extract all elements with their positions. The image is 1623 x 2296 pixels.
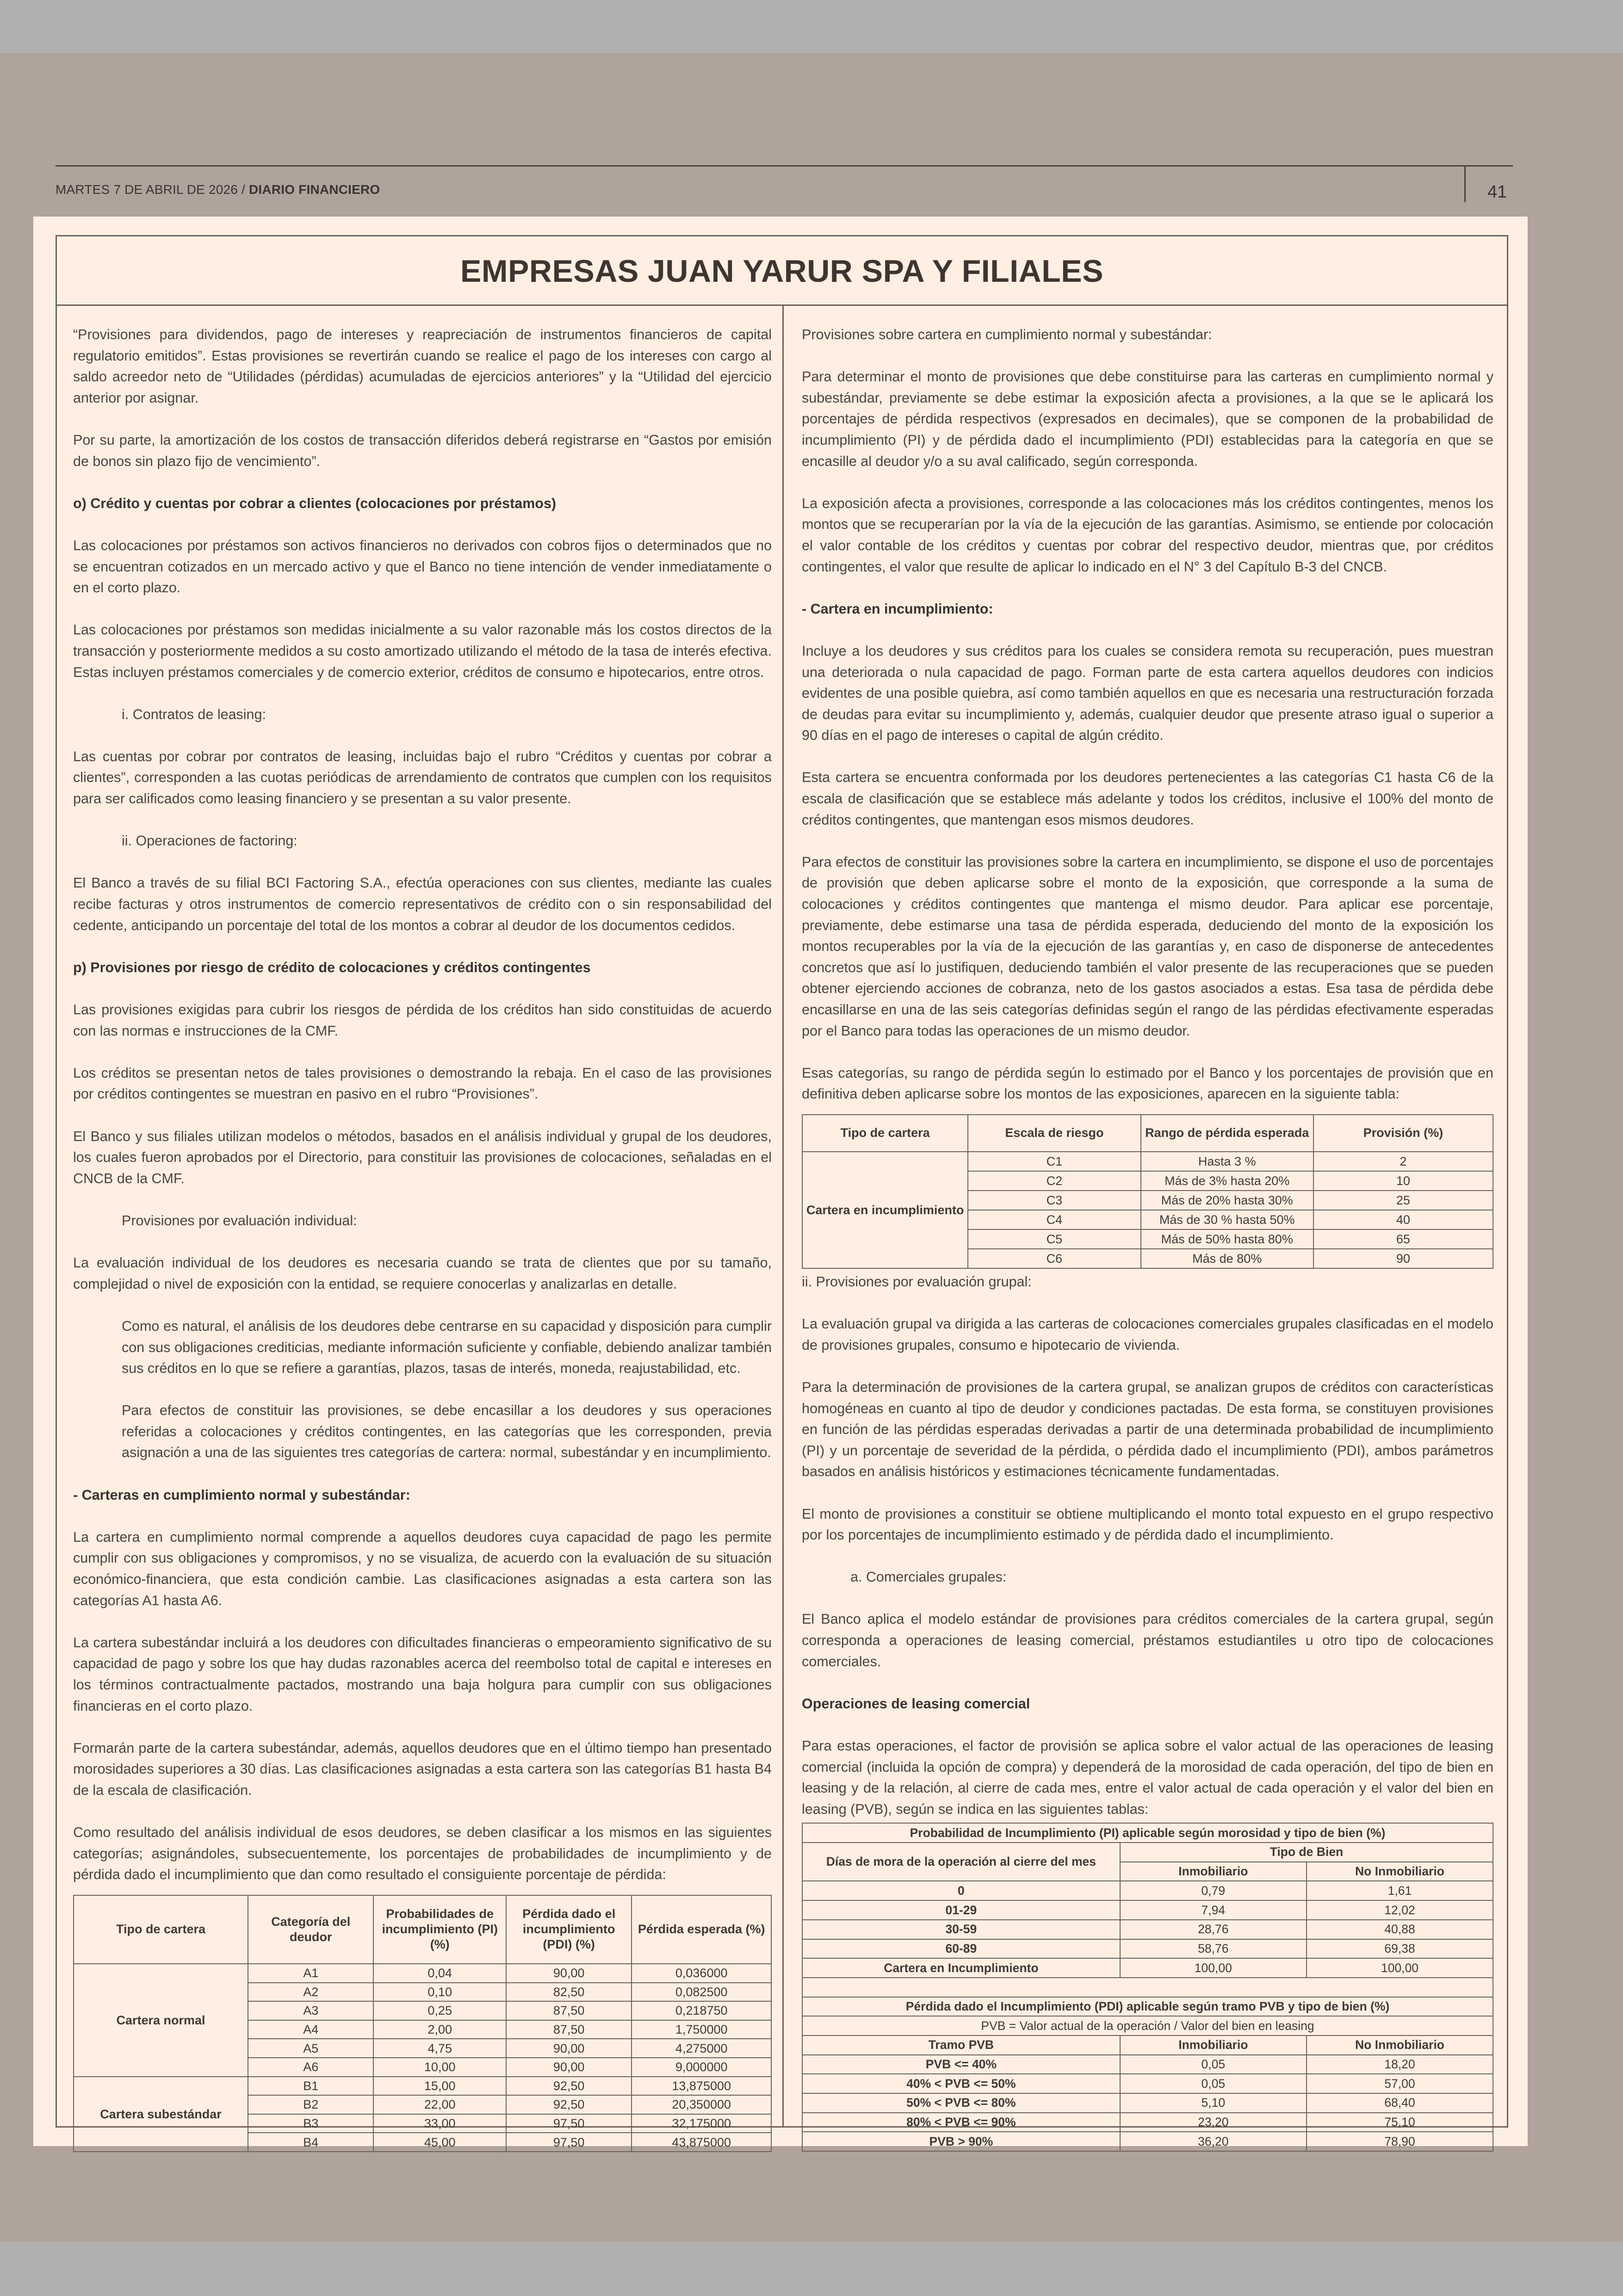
table-cell: 0,04	[373, 1964, 506, 1983]
table-cell: 23,20	[1120, 2113, 1307, 2132]
list-item-grupal: ii. Provisiones por evaluación grupal:	[802, 1273, 1032, 1290]
table-row	[802, 1900, 1493, 1920]
paragraph: Para estas operaciones, el factor de provisión se aplica sobre el valor actual de las operaciones de leasing comercial (incluida la opción de compra) y dependerá de la morosidad de cada operación, del tipo de bien en leasing y de la relación, al cierre de cada mes, entre el valor actual de cada operación y el valor del bien en leasing (PVB), según se indica en las siguientes tablas:	[802, 1738, 1493, 1817]
page-number: 41	[1487, 182, 1507, 202]
table-cell: 22,00	[373, 2095, 506, 2114]
table-cell: 82,50	[506, 1983, 632, 2002]
table-row	[802, 2074, 1493, 2093]
table-cell: Más de 20% hasta 30%	[1141, 1191, 1313, 1210]
table-header: Días de mora de la operación al cierre del mes	[802, 1843, 1120, 1881]
table-cell: B2	[248, 2095, 373, 2114]
group-cartera-normal: Cartera normal	[74, 1964, 248, 2077]
table-row	[802, 2113, 1493, 2132]
header-date: MARTES 7 DE ABRIL DE 2026 /	[56, 182, 246, 197]
table-row	[802, 2132, 1493, 2151]
paragraph: La evaluación individual de los deudores es necesaria cuando se trata de clientes que por su tamaño, complejidad o nivel de exposición con la entidad, se requiere conocerlas y analizarlas en detalle.	[73, 1255, 772, 1292]
table-cell: C4	[968, 1210, 1140, 1229]
table-header: Inmobiliario	[1120, 2035, 1307, 2055]
paragraph: Formarán parte de la cartera subestándar, además, aquellos deudores que en el último tiempo han presentado morosidades superiores a 30 días. Las clasificaciones asignadas a esta cartera son las categorías B1 hasta B4 de la escala de clasificación.	[73, 1740, 772, 1798]
table-cell: Cartera en Incumplimiento	[802, 1958, 1120, 1978]
notice-sheet	[33, 217, 1528, 2149]
table-cell: 0,082500	[632, 1983, 771, 2002]
table-row	[802, 2055, 1493, 2074]
table-cell: 7,94	[1120, 1900, 1307, 1920]
table-cell: 4,275000	[632, 2039, 771, 2058]
table-cell: PVB <= 40%	[802, 2055, 1120, 2074]
table-cell: 15,00	[373, 2077, 506, 2096]
section-heading-o: o) Crédito y cuentas por cobrar a clientes (colocaciones por préstamos)	[73, 495, 557, 511]
table-cell: 100,00	[1120, 1958, 1307, 1978]
table-row	[74, 1964, 771, 1983]
table-cell: C3	[968, 1191, 1140, 1210]
table-header: No Inmobiliario	[1307, 2035, 1493, 2055]
table-cell: 50% < PVB <= 80%	[802, 2093, 1120, 2113]
table-spacer	[802, 1978, 1493, 1997]
paragraph: Esas categorías, su rango de pérdida según lo estimado por el Banco y los porcentajes de provisión que en definitiva deben aplicarse sobre los montos de las exposiciones, aparecen en la siguiente tabla:	[802, 1065, 1493, 1102]
paragraph: Para determinar el monto de provisiones que debe constituirse para las carteras en cumplimiento normal y subestándar, previamente se debe estimar la exposición afecta a provisiones, a la que se le aplicará los porcentajes de pérdida respectivos (expresados en decimales), que se componen de la probabilidad de incumplimiento (PI) y de pérdida dado el incumplimiento (PDI) establecidas para la categoría en que se encasille al deudor y/o a su aval calificado, según corresponda.	[802, 369, 1493, 469]
paragraph: La exposición afecta a provisiones, corresponde a las colocaciones más los créditos contingentes, menos los montos que se recuperarían por la vía de la ejecución de las garantías. Asimismo, se entiende por colocación el valor contable de los créditos y cuentas por cobrar del respectivo deudor, mientras que, por créditos contingentes, el valor que resulte de aplicar lo indicado en el N° 3 del Capítulo B-3 del CNCB.	[802, 495, 1493, 575]
table-cell: 40% < PVB <= 50%	[802, 2074, 1120, 2093]
table-cell: 97,50	[506, 2133, 632, 2152]
paragraph: El Banco y sus filiales utilizan modelos o métodos, basados en el análisis individual y grupal de los deudores, los cuales fueron aprobados por el Directorio, para constituir las provisiones de colocaciones, señaladas en el CNCB de la CMF.	[73, 1128, 772, 1186]
table-cell: 0	[802, 1881, 1120, 1900]
paragraph: Para la determinación de provisiones de la cartera grupal, se analizan grupos de créditos con características homogéneas en cuanto al tipo de deudor y condiciones pactadas. De esta forma, se constituyen provisiones en función de las pérdidas esperadas derivadas a partir de una determinada probabilidad de incumplimiento (PI) y un porcentaje de severidad de la pérdida, o pérdida dado el incumplimiento (PDI), ambos parámetros basados en análisis históricos y estimaciones técnicamente fundamentadas.	[802, 1379, 1493, 1480]
section-heading-incumplimiento: - Cartera en incumplimiento:	[802, 601, 993, 617]
table-cell: A3	[248, 2001, 373, 2020]
table-header: Probabilidades de incumplimiento (PI) (%)	[373, 1895, 506, 1964]
table-row	[802, 1881, 1493, 1900]
table-cell: 68,40	[1307, 2093, 1493, 2113]
table-cell: B3	[248, 2114, 373, 2133]
table-incumplimiento	[802, 1114, 1493, 1269]
page-header	[56, 182, 380, 197]
table-title-pdi: Pérdida dado el Incumplimiento (PDI) aplicable según tramo PVB y tipo de bien (%)	[802, 1997, 1493, 2017]
table-header: Inmobiliario	[1120, 1862, 1307, 1881]
header-paper: DIARIO FINANCIERO	[249, 182, 380, 197]
table-cell: 58,76	[1120, 1939, 1307, 1959]
table-cell: 0,218750	[632, 2001, 771, 2020]
subheading-individual: Provisiones por evaluación individual:	[122, 1212, 357, 1229]
paragraph: La evaluación grupal va dirigida a las carteras de colocaciones comerciales grupales clasificadas en el modelo de provisiones grupales, consumo e hipotecario de vivienda.	[802, 1316, 1493, 1353]
table-cell: C2	[968, 1171, 1140, 1191]
table-cell: 40	[1313, 1210, 1493, 1229]
table-cell: 0,05	[1120, 2055, 1307, 2074]
table-cell: B4	[248, 2133, 373, 2152]
table-cell: A4	[248, 2020, 373, 2039]
paragraph: El monto de provisiones a constituir se obtiene multiplicando el monto total expuesto en el grupo respectivo por los porcentajes de incumplimiento estimado y de pérdida dado el incumplimiento.	[802, 1506, 1493, 1543]
table-cell: 12,02	[1307, 1900, 1493, 1920]
list-item-factoring: ii. Operaciones de factoring:	[122, 833, 297, 849]
table-cell: Más de 80%	[1141, 1249, 1313, 1268]
paragraph: El Banco aplica el modelo estándar de provisiones para créditos comerciales de la cartera grupal, según corresponda a operaciones de leasing comercial, préstamos estudiantiles u otro tipo de colocaciones comerciales.	[802, 1611, 1493, 1669]
paragraph: El Banco a través de su filial BCI Factoring S.A., efectúa operaciones con sus clientes, mediante las cuales recibe facturas y otros instrumentos de comercio representativos de crédito con o sin responsabilidad del cedente, anticipando un porcentaje del total de los montos a cobrar al deudor de los documentos cedidos.	[73, 875, 772, 933]
paragraph: Los créditos se presentan netos de tales provisiones o demostrando la rebaja. En el caso de las provisiones por créditos contingentes se muestran en pasivo en el rubro “Provisiones”.	[73, 1065, 772, 1102]
table-cell: PVB > 90%	[802, 2132, 1120, 2151]
notice-title: EMPRESAS JUAN YARUR SPA Y FILIALES	[57, 236, 1507, 306]
table-cell: 0,05	[1120, 2074, 1307, 2093]
table-cell: 10,00	[373, 2058, 506, 2077]
table-cell: 18,20	[1307, 2055, 1493, 2074]
table-cell: 90,00	[506, 1964, 632, 1983]
table-cell: 20,350000	[632, 2095, 771, 2114]
table-cell: 40,88	[1307, 1920, 1493, 1939]
paragraph: Las cuentas por cobrar por contratos de leasing, incluidas bajo el rubro “Créditos y cuentas por cobrar a clientes”, corresponden a las cuotas periódicas de arrendamiento de contratos que cumplen con los requisitos para ser calificados como leasing financiero y se presentan a su valor presente.	[73, 748, 772, 807]
table-cell: 57,00	[1307, 2074, 1493, 2093]
left-column	[73, 324, 772, 2152]
table-cell: 2,00	[373, 2020, 506, 2039]
right-column	[802, 324, 1493, 2152]
table-cell: 45,00	[373, 2133, 506, 2152]
table-header: Pérdida esperada (%)	[632, 1895, 771, 1964]
list-item-comerciales: a. Comerciales grupales:	[850, 1569, 1007, 1585]
table-cell: 32,175000	[632, 2114, 771, 2133]
paragraph: Las colocaciones por préstamos son medidas inicialmente a su valor razonable más los costos directos de la transacción y posteriormente medidos a su costo amortizado utilizando el método de la tasa de interés efectiva. Estas incluyen préstamos comerciales y de comercio exterior, créditos de consumo e hipotecarios, entre otros.	[73, 622, 772, 680]
table-cell: 1,61	[1307, 1881, 1493, 1900]
paragraph: La cartera en cumplimiento normal comprende a aquellos deudores cuya capacidad de pago les permite cumplir con sus obligaciones y compromisos, y no se visualiza, de acuerdo con la evaluación de su situación económico-financiera, que esta condición cambie. Las clasificaciones asignadas a esta cartera son las categorías A1 hasta A6.	[73, 1529, 772, 1608]
table-cell: 10	[1313, 1171, 1493, 1191]
section-heading-p: p) Provisiones por riesgo de crédito de colocaciones y créditos contingentes	[73, 959, 591, 975]
table-row	[802, 1152, 1493, 1171]
table-header: Tipo de cartera	[802, 1115, 968, 1152]
paragraph: Incluye a los deudores y sus créditos para los cuales se considera remota su recuperación, pues muestran una deteriorada o nula capacidad de pago. Forman parte de esta cartera aquellos deudores con indicios evidentes de una posible quiebra, así como también aquellos en que es necesaria una restructuración forzada de deudas para evitar su incumplimiento y, además, cualquier deudor que presente atraso igual o superior a 90 días en el pago de intereses o capital de algún crédito.	[802, 643, 1493, 744]
paragraph: La cartera subestándar incluirá a los deudores con dificultades financieras o empeoramiento significativo de su capacidad de pago y sobre los que hay dudas razonables acerca del reembolso total de capital e intereses en los términos contractualmente pactados, mostrando una baja holgura para cumplir con sus obligaciones financieras en el corto plazo.	[73, 1634, 772, 1714]
table-leasing-pi-pdi	[802, 1823, 1493, 2152]
table-cell: 90,00	[506, 2058, 632, 2077]
table-title-pi: Probabilidad de Incumplimiento (PI) aplicable según morosidad y tipo de bien (%)	[802, 1823, 1493, 1843]
table-header: No Inmobiliario	[1307, 1862, 1493, 1881]
paragraph: Para efectos de constituir las provisiones sobre la cartera en incumplimiento, se dispone el uso de porcentajes de provisión que deben aplicarse sobre el monto de la exposición, que corresponde a la suma de colocaciones y créditos contingentes que mantenga el mismo deudor. Para aplicar ese porcentaje, previamente, debe estimarse una tasa de pérdida esperada, deduciendo del monto de la exposición los montos recuperables por la vía de la ejecución de las garantías y, en caso de disponerse de antecedentes concretos que así lo justifiquen, deduciendo también el valor presente de las recuperaciones que se pueden obtener ejerciendo acciones de cobranza, neto de los gastos asociados a estas. Esa tasa de pérdida debe encasillarse en una de las seis categorías definidas según el rango de las pérdidas efectivamente esperadas por el Banco para todas las operaciones de un mismo deudor.	[802, 854, 1493, 1039]
table-cell: 13,875000	[632, 2077, 771, 2096]
table-cell: 100,00	[1307, 1958, 1493, 1978]
table-row	[802, 1939, 1493, 1959]
header-rule	[56, 165, 1513, 167]
table-cell: 28,76	[1120, 1920, 1307, 1939]
table-cell: 0,25	[373, 2001, 506, 2020]
table-cell: A1	[248, 1964, 373, 1983]
table-cell: 87,50	[506, 2020, 632, 2039]
table-cell: Más de 30 % hasta 50%	[1141, 1210, 1313, 1229]
table-cell: 33,00	[373, 2114, 506, 2133]
table-cell: B1	[248, 2077, 373, 2096]
table-cell: 0,036000	[632, 1964, 771, 1983]
table-cell: 1,750000	[632, 2020, 771, 2039]
table-cell: 80% < PVB <= 90%	[802, 2113, 1120, 2132]
paragraph: Esta cartera se encuentra conformada por los deudores pertenecientes a las categorías C1 hasta C6 de la escala de clasificación que se establece más adelante y todos los créditos, inclusive el 100% del monto de créditos contingentes, que mantengan esos mismos deudores.	[802, 769, 1493, 828]
paragraph: Por su parte, la amortización de los costos de transacción diferidos deberá registrarse en “Gastos por emisión de bonos sin plazo fijo de vencimiento”.	[73, 432, 772, 469]
table-cell: A5	[248, 2039, 373, 2058]
table-header: Provisión (%)	[1313, 1115, 1493, 1152]
paragraph: Como resultado del análisis individual de esos deudores, se deben clasificar a los mismos en las siguientes categorías; asignándoles, subsecuentemente, los porcentajes de probabilidades de incumplimiento y de pérdida dado el incumplimiento que dan como resultado el consiguiente porcentaje de pérdida:	[73, 1824, 772, 1883]
table-header: Rango de pérdida esperada	[1141, 1115, 1313, 1152]
section-heading-leasing: Operaciones de leasing comercial	[802, 1695, 1030, 1712]
table-cell: Más de 50% hasta 80%	[1141, 1229, 1313, 1249]
table-cell: 60-89	[802, 1939, 1120, 1959]
group-cartera-subestandar: Cartera subestándar	[74, 2077, 248, 2152]
table-cell: 5,10	[1120, 2093, 1307, 2113]
table-cell: 36,20	[1120, 2132, 1307, 2151]
table-cell: 78,90	[1307, 2132, 1493, 2151]
table-cell: C1	[968, 1152, 1140, 1171]
table-header: Tramo PVB	[802, 2035, 1120, 2055]
table-cell: 75,10	[1307, 2113, 1493, 2132]
table-row	[802, 1958, 1493, 1978]
table-cell: 4,75	[373, 2039, 506, 2058]
table-header: Tipo de cartera	[74, 1895, 248, 1964]
table-cell: 0,10	[373, 1983, 506, 2002]
table-cell: 30-59	[802, 1920, 1120, 1939]
paragraph: Las provisiones exigidas para cubrir los riesgos de pérdida de los créditos han sido constituidas de acuerdo con las normas e instrucciones de la CMF.	[73, 1002, 772, 1039]
table-cell: 92,50	[506, 2077, 632, 2096]
table-cell: C5	[968, 1229, 1140, 1249]
list-item-leasing: i. Contratos de leasing:	[122, 706, 266, 722]
table-cell: Hasta 3 %	[1141, 1152, 1313, 1171]
column-divider	[782, 306, 784, 2128]
paragraph: Como es natural, el análisis de los deudores debe centrarse en su capacidad y disposición para cumplir con sus obligaciones crediticias, mediante información suficiente y confiable, debiendo analizar también sus créditos en lo que se refiere a garantías, plazos, tasas de interés, moneda, reajustabilidad, etc.	[122, 1318, 772, 1377]
table-cell: A6	[248, 2058, 373, 2077]
table-cell: 01-29	[802, 1900, 1120, 1920]
group-cartera-incumplimiento: Cartera en incumplimiento	[802, 1152, 968, 1268]
table-row	[802, 1920, 1493, 1939]
table-row	[802, 2093, 1493, 2113]
pvb-note: PVB = Valor actual de la operación / Valor del bien en leasing	[802, 2016, 1493, 2035]
table-cell: 87,50	[506, 2001, 632, 2020]
table-cell: Más de 3% hasta 20%	[1141, 1171, 1313, 1191]
table-header: Escala de riesgo	[968, 1115, 1140, 1152]
notice-frame	[56, 235, 1508, 2149]
table-cell: 65	[1313, 1229, 1493, 1249]
table-cell: 92,50	[506, 2095, 632, 2114]
table-cell: 9,000000	[632, 2058, 771, 2077]
table-cell: 43,875000	[632, 2133, 771, 2152]
table-cell: 25	[1313, 1191, 1493, 1210]
table-cell: 90	[1313, 1249, 1493, 1268]
table-cell: 2	[1313, 1152, 1493, 1171]
paragraph: Para efectos de constituir las provisiones, se debe encasillar a los deudores y sus operaciones referidas a colocaciones y créditos contingentes, en las categorías que les corresponden, previa asignación a una de las siguientes tres categorías de cartera: normal, subestándar y en incumplimiento.	[122, 1402, 772, 1461]
table-cell: C6	[968, 1249, 1140, 1268]
table-cell: A2	[248, 1983, 373, 2002]
paragraph: Provisiones sobre cartera en cumplimiento normal y subestándar:	[802, 327, 1212, 342]
paragraph: Las colocaciones por préstamos son activos financieros no derivados con cobros fijos o determinados que no se encuentran cotizados en un mercado activo y que el Banco no tiene intención de vender inmediatamente o en el corto plazo.	[73, 537, 772, 596]
table-cell: 90,00	[506, 2039, 632, 2058]
table-categories-normal-substandard	[73, 1895, 772, 2152]
header-vertical-rule	[1464, 165, 1466, 202]
table-header: Categoría del deudor	[248, 1895, 373, 1964]
table-row	[74, 2077, 771, 2096]
paragraph: “Provisiones para dividendos, pago de intereses y reapreciación de instrumentos financieros de capital regulatorio emitidos”. Estas provisiones se revertirán cuando se realice el pago de los intereses con cargo al saldo acreedor neto de “Utilidades (pérdidas) acumuladas de ejercicios anteriores” y la “Utilidad del ejercicio anterior por asignar.	[73, 327, 772, 406]
table-cell: 0,79	[1120, 1881, 1307, 1900]
section-heading-carteras: - Carteras en cumplimiento normal y subestándar:	[73, 1487, 410, 1503]
table-cell: 97,50	[506, 2114, 632, 2133]
table-header: Pérdida dado el incumplimiento (PDI) (%)	[506, 1895, 632, 1964]
table-header: Tipo de Bien	[1120, 1843, 1493, 1862]
table-cell: 69,38	[1307, 1939, 1493, 1959]
